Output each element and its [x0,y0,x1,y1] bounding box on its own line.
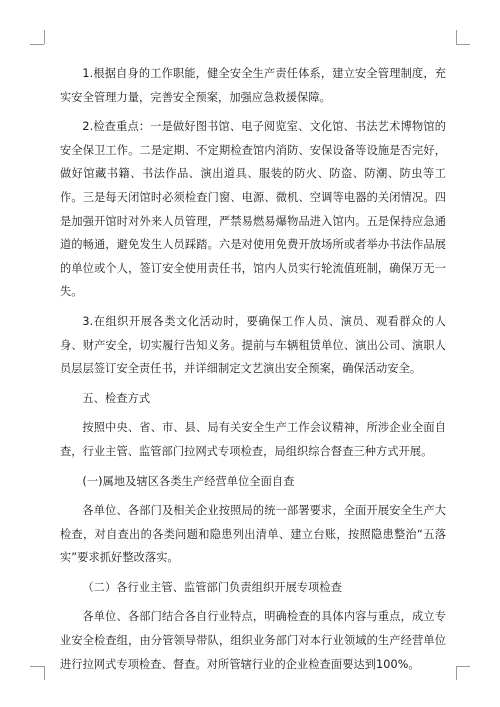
paragraph-5: 各单位、各部门及相关企业按照局的统一部署要求，全面开展安全生产大检查，对自查出的各类问题和隐患列出清单、建立台账，按照隐患整治“五落实”要求抓好整改落实。 [60,504,446,565]
crop-mark-bottom-left [30,666,44,667]
crop-mark-top-right [456,30,457,44]
paragraph-4: 按照中央、省、市、县、局有关安全生产工作会议精神，所涉企业全面自查，行业主管、监管部门拉网式专项检查，局组织综合督查三种方式开展。 [60,421,446,458]
crop-mark-bottom-right [456,666,457,680]
crop-mark-top-right [456,44,470,45]
subheading-special-inspection: （二）各行业主管、监管部门负责组织开展专项检查 [82,580,343,594]
document-body [60,62,446,682]
section-heading-inspection-method: 五、检查方式 [82,391,151,405]
paragraph-1: 1.根据自身的工作职能，健全安全生产责任体系，建立安全管理制度，充实安全管理力量，完善安全预案，加强应急救援保障。 [60,67,446,104]
paragraph-3: 3.在组织开展各类文化活动时，要确保工作人员、演员、观看群众的人身、财产安全，切实履行告知义务。提前与车辆租赁单位、演出公司、演职人员层层签订安全责任书，并详细制定文艺演出安全预案，确保活动安全。 [60,314,446,376]
crop-mark-top-left [44,30,45,44]
crop-mark-top-left [30,44,44,45]
paragraph-6: 各单位、各部门结合各自行业特点，明确检查的具体内容与重点，成立专业安全检查组，由分管领导带队，组织业务部门对本行业领域的生产经营单位进行拉网式专项检查、督查。对所管辖行业的企业检查面要达到100%。 [60,610,446,671]
crop-mark-bottom-right [456,666,470,667]
paragraph-2: 2.检查重点：一是做好图书馆、电子阅览室、文化馆、书法艺术博物馆的安全保卫工作。二是定期、不定期检查馆内消防、安保设备等设施是否完好，做好馆藏书籍、书法作品、演出道具、服装的防火、防盗、防潮、防虫等工作。三是每天闭馆时必须检查门窗、电源、微机、空调等电器的关闭情况。四是加强开馆时对外来人员管理，严禁易燃易爆物品进入馆内。五是保持应急通道的畅通，避免发生人员踩踏。六是对使用免费开放场所或者举办书法作品展的单位或个人，签订安全使用责任书，馆内人员实行轮流值班制，确保万无一失。 [60,120,446,299]
subheading-self-inspection: (一)属地及辖区各类生产经营单位全面自查 [82,474,295,488]
crop-mark-bottom-left [44,666,45,680]
